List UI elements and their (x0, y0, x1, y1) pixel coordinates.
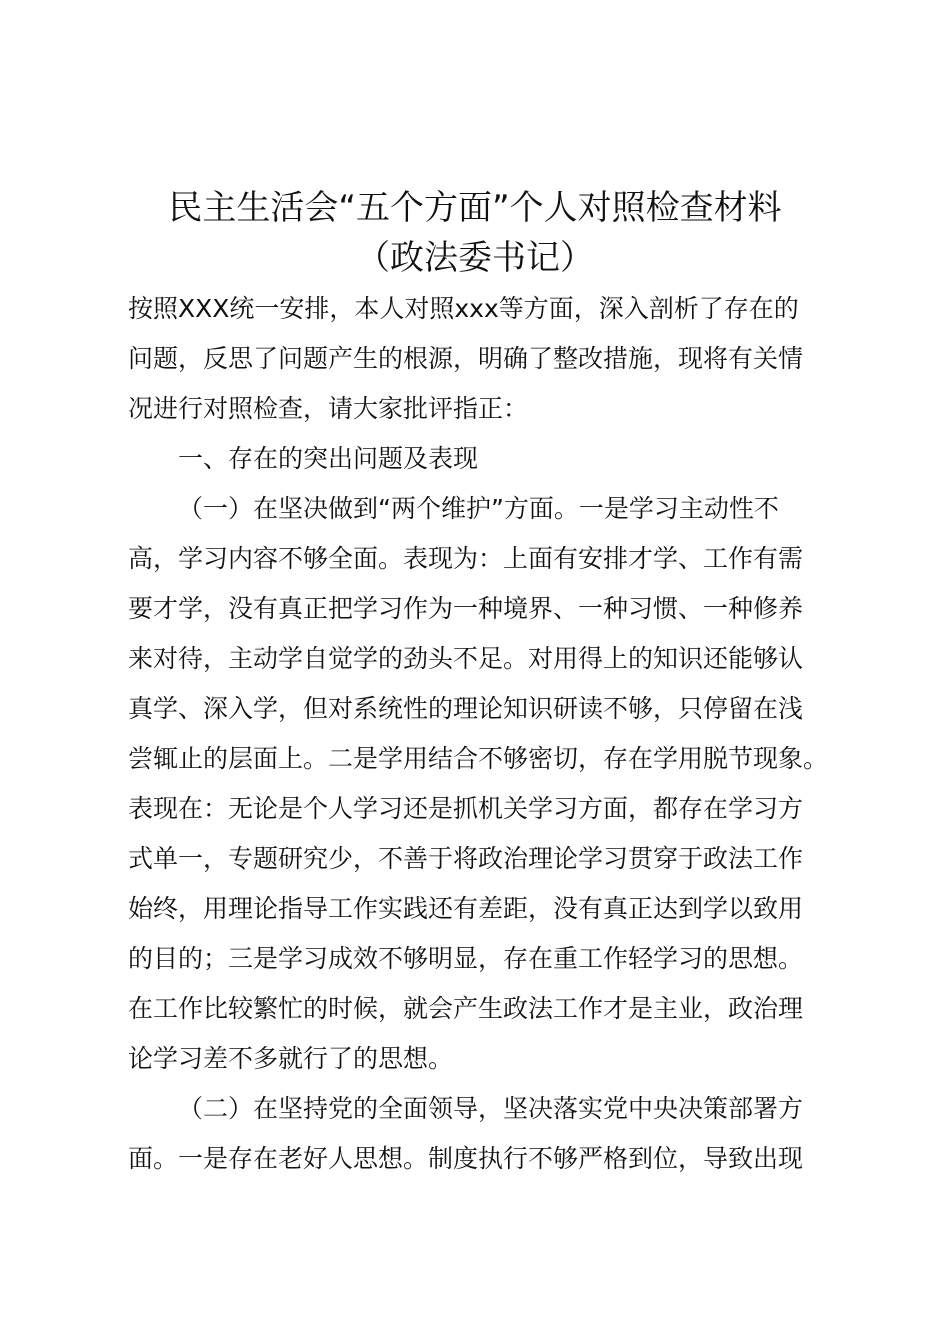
body-line: 问题，反思了问题产生的根源，明确了整改措施，现将有关情 (128, 344, 804, 373)
body-line: 论学习差不多就行了的思想。 (128, 1044, 454, 1073)
body-line: 尝辄止的层面上。二是学用结合不够密切，存在学用脱节现象。 (128, 744, 829, 773)
document-subtitle: （政法委书记） (356, 238, 594, 278)
body-line: 始终，用理论指导工作实践还有差距，没有真正达到学以致用 (128, 894, 804, 923)
section-heading: 一、存在的突出问题及表现 (178, 444, 479, 473)
body-line: 按照XXX统一安排，本人对照xxx等方面，深入剖析了存在的 (128, 294, 799, 323)
body-line: 来对待，主动学自觉学的劲头不足。对用得上的知识还能够认 (128, 644, 804, 673)
body-line: 表现在：无论是个人学习还是抓机关学习方面，都存在学习方 (128, 794, 804, 823)
subsection-heading-line: （二）在坚持党的全面领导，坚决落实党中央决策部署方 (178, 1094, 804, 1123)
body-line: 况进行对照检查，请大家批评指正： (128, 394, 529, 423)
body-line: 面。一是存在老好人思想。制度执行不够严格到位，导致出现 (128, 1144, 804, 1173)
body-line: 的目的；三是学习成效不够明显，存在重工作轻学习的思想。 (128, 944, 804, 973)
body-line: 要才学，没有真正把学习作为一种境界、一种习惯、一种修养 (128, 594, 804, 623)
body-line: 在工作比较繁忙的时候，就会产生政法工作才是主业，政治理 (128, 994, 804, 1023)
document-title: 民主生活会“五个方面”个人对照检查材料 (168, 188, 782, 228)
body-line: 式单一，专题研究少，不善于将政治理论学习贯穿于政法工作 (128, 844, 804, 873)
document-body (128, 284, 838, 1184)
body-line: 真学、深入学，但对系统性的理论知识研读不够，只停留在浅 (128, 694, 804, 723)
subsection-heading-line: （一）在坚决做到“两个维护”方面。一是学习主动性不 (178, 494, 779, 523)
body-line: 高，学习内容不够全面。表现为：上面有安排才学、工作有需 (128, 544, 804, 573)
